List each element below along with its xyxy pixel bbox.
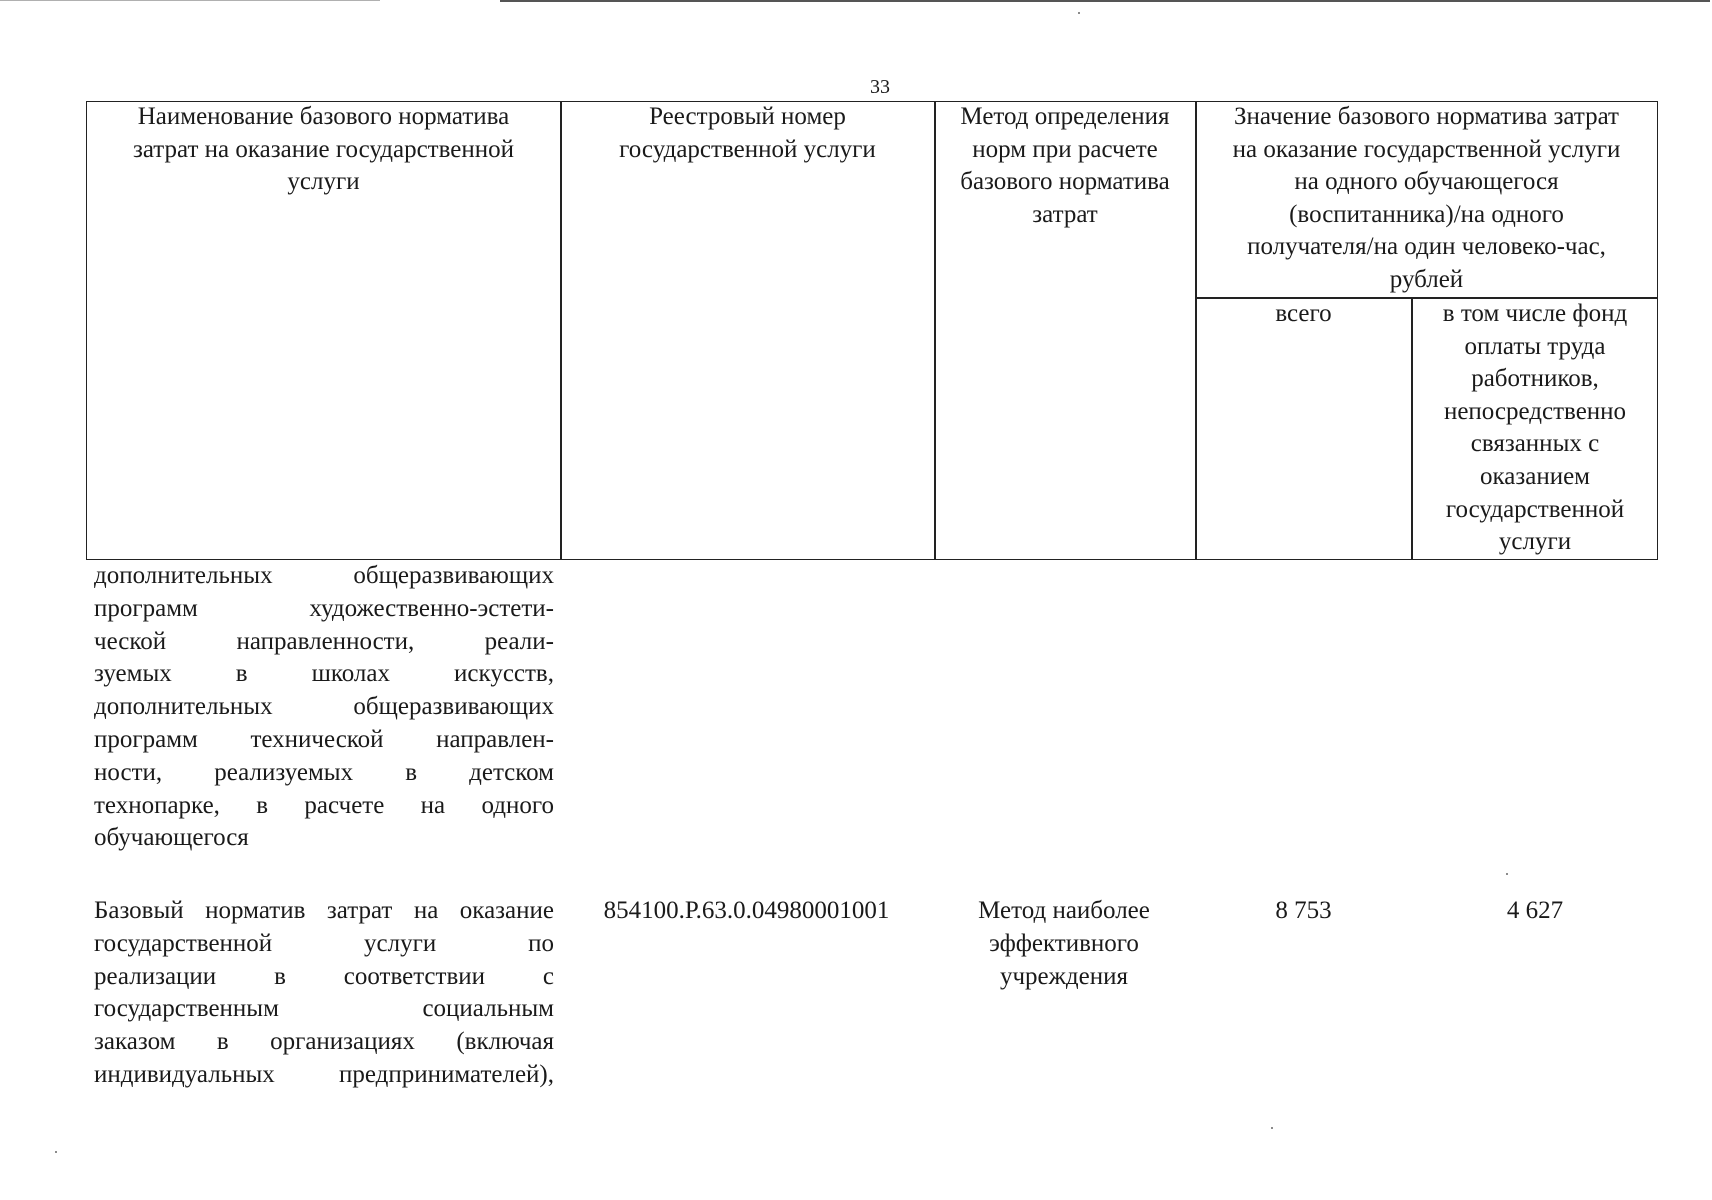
scan-speck (1271, 1127, 1273, 1129)
text-line: технопарке, в расчете на одного (94, 791, 554, 819)
header-line: услуги (1498, 528, 1572, 556)
text-line: эффективного (989, 929, 1139, 957)
text-line: ности, реализуемых в детском (94, 758, 554, 786)
header-line: на оказание государственной услуги (1232, 135, 1621, 163)
header-line: услуги (287, 168, 360, 196)
row-total-value: 8 753 (1275, 897, 1332, 924)
text-line: индивидуальных предпринимателей), (94, 1060, 554, 1088)
header-line: базового норматива (960, 168, 1170, 196)
scan-speck (55, 1151, 57, 1153)
header-line: рублей (1389, 265, 1464, 293)
text-line: учреждения (999, 962, 1128, 990)
text-line: государственным социальным (94, 995, 554, 1023)
row-method (934, 895, 1194, 993)
header-line: норм при расчете (972, 135, 1158, 163)
text-line: Метод наиболее (978, 897, 1150, 924)
column-divider (560, 102, 562, 559)
text-line: обучающегося (94, 824, 249, 852)
header-line: в том числе фонд (1442, 300, 1628, 327)
row-registry-number: 854100.Р.63.0.04980001001 (603, 897, 890, 924)
header-line: непосредственно (1443, 397, 1627, 425)
header-payroll (1413, 298, 1657, 559)
text-line: Базовый норматив затрат на оказание (94, 897, 554, 924)
header-line: государственной услуги (619, 135, 876, 163)
text-line: государственной услуги по (94, 929, 554, 957)
header-line: связанных с (1470, 430, 1600, 458)
scan-speck (1506, 873, 1508, 875)
header-line: Реестровый номер (649, 103, 846, 130)
header-line: государственной (1445, 495, 1625, 523)
text-line: программ технической направлен- (94, 725, 554, 753)
header-line: (воспитанника)/на одного (1289, 200, 1564, 228)
header-norm-value (1196, 101, 1657, 297)
header-line: затрат на оказание государственной (132, 135, 515, 163)
text-line: ческой направленности, реали- (94, 627, 554, 655)
header-line: всего (1275, 300, 1332, 327)
text-line: зуемых в школах искусств, (94, 660, 554, 688)
header-line: Наименование базового норматива (137, 103, 510, 130)
header-total (1196, 298, 1411, 331)
row-service-name (94, 895, 554, 1092)
scan-speck (1078, 12, 1080, 14)
text-line: заказом в организациях (включая (94, 1028, 554, 1056)
header-line: Метод определения (960, 103, 1170, 130)
header-line: работников, (1471, 365, 1599, 393)
text-line: программ художественно-эстети- (94, 594, 554, 622)
continuation-service-name (94, 560, 554, 855)
header-line: Значение базового норматива затрат (1234, 103, 1619, 130)
table-header (86, 101, 1658, 560)
header-line: на одного обучающегося (1294, 168, 1559, 196)
header-service-name (87, 101, 560, 199)
page-number: 33 (870, 76, 890, 98)
text-line: реализации в соответствии с (94, 962, 554, 990)
text-line: дополнительных общеразвивающих (94, 693, 554, 721)
scan-edge-line (500, 0, 1710, 2)
header-method (935, 101, 1195, 231)
text-line: дополнительных общеразвивающих (94, 562, 554, 589)
header-line: оплаты труда (1464, 332, 1606, 360)
header-line: получателя/на один человеко-час, (1247, 233, 1606, 261)
header-line: затрат (1032, 200, 1098, 228)
row-payroll-value: 4 627 (1506, 897, 1564, 924)
header-registry-number (561, 101, 934, 166)
scan-edge-line (0, 0, 380, 1)
header-line: оказанием (1479, 462, 1590, 490)
